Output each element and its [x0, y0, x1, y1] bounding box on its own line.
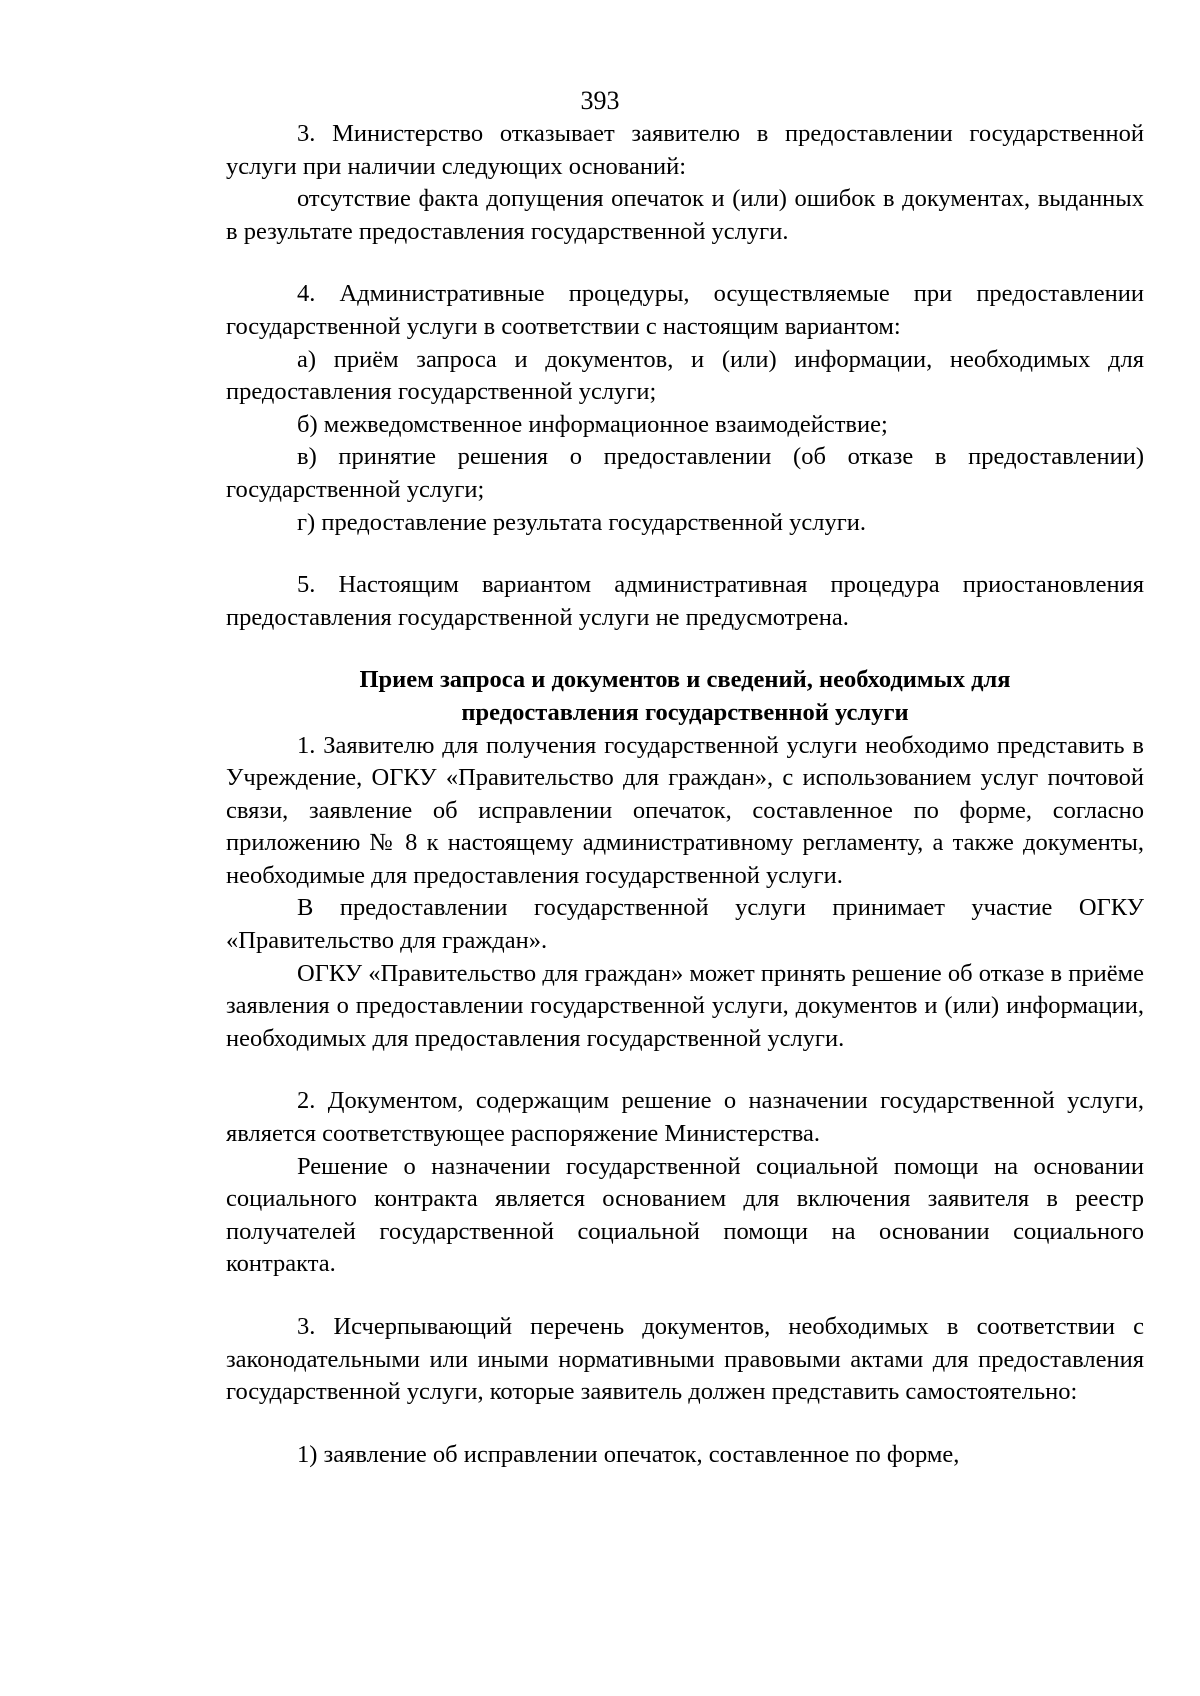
list-item-procedure-c: в) принятие решения о предоставлении (об отказе в предоставлении) государственной услуги; [226, 443, 1144, 503]
section-heading-line: предоставления государственной услуги [461, 698, 909, 726]
paragraph-decision-document: 2. Документом, содержащим решение о назначении государственной услуги, является соответствующее распоряжение Министерства. [226, 1087, 1144, 1148]
section-heading [226, 664, 1144, 729]
document-body [226, 118, 1144, 1471]
paragraph-refusal-acceptance: ОГКУ «Правительство для граждан» может принять решение об отказе в приёме заявления о предоставлении государственной услуги, документов и (или) информации, необходимых для предоставления государственной услуги. [226, 959, 1144, 1052]
paragraph-refusal-grounds: 3. Министерство отказывает заявителю в предоставлении государственной услуги при наличии следующих оснований: [226, 120, 1144, 180]
paragraph-submission: 1. Заявителю для получения государственной услуги необходимо представить в Учреждение, ОГКУ «Правительство для граждан», с использованием услуг почтовой связи, заявление об исправлении опечаток, составленное по форме, согласно приложению № 8 к настоящему административному регламенту, а также документы, необходимые для предоставления государственной услуги. [226, 731, 1144, 889]
paragraph-procedures: 4. Административные процедуры, осуществляемые при предоставлении государственной услуги в соответствии с настоящим вариантом: [226, 280, 1144, 340]
list-item-application: 1) заявление об исправлении опечаток, составленное по форме, [297, 1440, 960, 1468]
paragraph-refusal-reason: отсутствие факта допущения опечаток и (или) ошибок в документах, выданных в результате предоставления государственной услуги. [226, 185, 1144, 245]
section-heading-line: Прием запроса и документов и сведений, необходимых для [359, 666, 1011, 694]
list-item-procedure-a: а) приём запроса и документов, и (или) информации, необходимых для предоставления государственной услуги; [226, 345, 1144, 406]
paragraph-suspension: 5. Настоящим вариантом административная процедура приостановления предоставления государственной услуги не предусмотрена. [226, 571, 1144, 631]
paragraph-participation: В предоставлении государственной услуги принимает участие ОГКУ «Правительство для граждан». [226, 894, 1144, 955]
list-item-procedure-b: б) межведомственное информационное взаимодействие; [297, 410, 888, 438]
list-item-procedure-d: г) предоставление результата государственной услуги. [297, 508, 866, 536]
page-number: 393 [580, 86, 620, 115]
paragraph-documents-list: 3. Исчерпывающий перечень документов, необходимых в соответствии с законодательными или иными нормативными правовыми актами для предоставления государственной услуги, которые заявитель должен представить самостоятельно: [226, 1313, 1144, 1406]
paragraph-registry: Решение о назначении государственной социальной помощи на основании социального контракта является основанием для включения заявителя в реестр получателей государственной социальной помощи на основании социального контракта. [226, 1152, 1144, 1278]
